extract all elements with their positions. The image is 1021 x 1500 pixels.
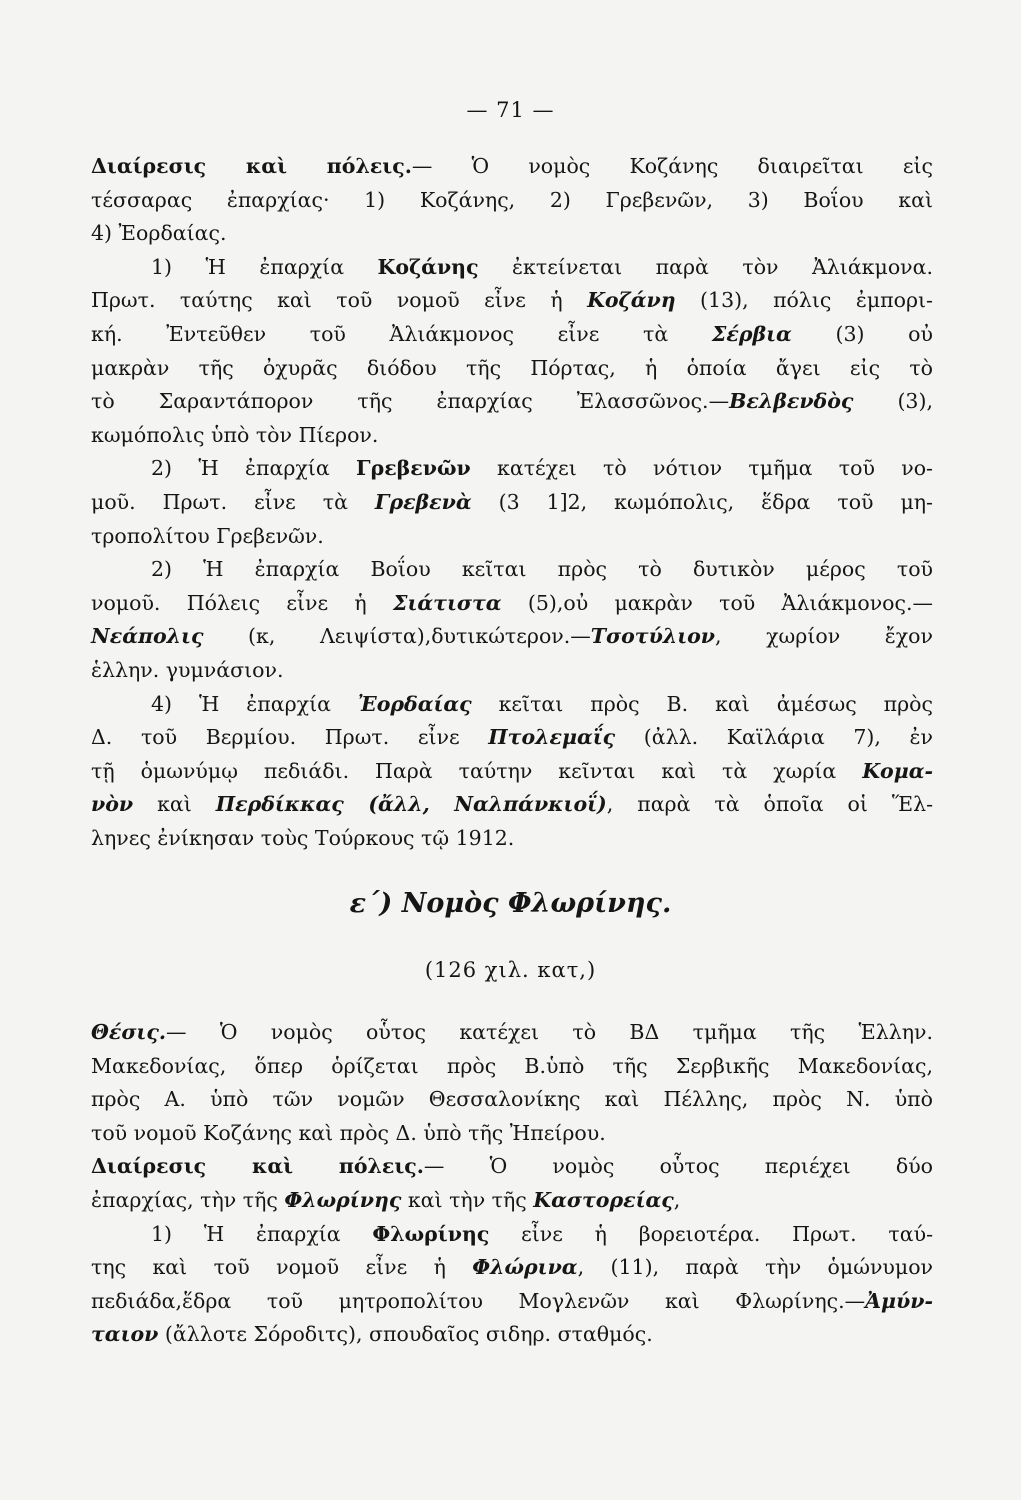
emphasized-text: Περδίκκας (ἄλλ, Ναλπάνκιοΐ) — [215, 792, 607, 817]
text-run: κωμόπολις ὑπὸ τὸν Πίερον. — [91, 422, 379, 447]
emphasized-text: ταιον — [91, 1322, 159, 1347]
text-run: καὶ τὴν τῆς — [401, 1187, 534, 1212]
emphasized-text: Καστορείας — [533, 1187, 674, 1212]
text-run: , — [673, 1187, 681, 1212]
paragraph-line — [91, 553, 933, 587]
text-run: (3 1]2, κωμόπολις, ἕδρα τοῦ μη- — [471, 489, 933, 514]
text-run: ληνες ἐνίκησαν τοὺς Τούρκους τῷ 1912. — [91, 825, 515, 850]
text-run: — Ὁ νομὸς Κοζάνης διαιρεῖται εἰς — [411, 154, 933, 178]
text-run: ἐκτείνεται παρὰ τὸν Ἀλιάκμονα. — [478, 254, 933, 279]
emphasized-text: Σέρβια — [711, 321, 792, 346]
paragraph-line — [91, 520, 933, 554]
paragraph-line — [91, 1251, 933, 1285]
text-run: τροπολίτου Γρεβενῶν. — [91, 523, 324, 548]
text-run: 1) Ἡ ἐπαρχία — [151, 254, 378, 279]
section-kozani-divisions — [91, 150, 933, 855]
paragraph-line — [91, 217, 933, 251]
paragraph-line — [91, 1150, 933, 1184]
paragraph-line — [91, 452, 933, 486]
section-heading-florina: ε΄) Νομὸς Φλωρίνης. — [349, 888, 672, 919]
text-run: της καὶ τοῦ νομοῦ εἶνε ἡ — [91, 1255, 473, 1280]
emphasized-text: Κομα- — [862, 758, 933, 783]
text-run: κεῖται πρὸς Β. καὶ ἀμέσως πρὸς — [471, 691, 933, 716]
emphasized-text: Γρεβενῶν — [356, 456, 471, 481]
paragraph-line — [91, 1285, 933, 1319]
text-run: (ἄλλοτε Σόροδιτς), σπουδαῖος σιδηρ. σταθμός. — [158, 1322, 653, 1347]
emphasized-text: Θέσις. — [91, 1020, 166, 1044]
paragraph-line — [91, 1218, 933, 1252]
text-run: τέσσαρας ἐπαρχίας· 1) Κοζάνης, 2) Γρεβενῶν, 3) Βοΐου καὶ — [91, 187, 933, 212]
text-run: καὶ — [133, 792, 216, 817]
emphasized-text: Διαίρεσις καὶ πόλεις. — [91, 154, 412, 178]
text-run: κή. Ἐντεῦθεν τοῦ Ἀλιάκμονος εἶνε τὰ — [91, 321, 712, 346]
paragraph-line — [91, 1184, 933, 1218]
text-run: — Ὁ νομὸς οὗτος κατέχει τὸ ΒΔ τμῆμα τῆς Ἑλλην. — [165, 1020, 933, 1044]
paragraph-line — [91, 1318, 933, 1352]
text-run: (ἀλλ. Καϊλάρια 7), ἐν — [615, 725, 933, 750]
paragraph-line — [91, 284, 933, 318]
text-run: εἶνε ἡ βορειοτέρα. Πρωτ. ταύ- — [489, 1221, 933, 1246]
section-florina-body — [91, 1016, 933, 1352]
paragraph-line — [91, 721, 933, 755]
paragraph-line — [91, 688, 933, 722]
text-run: 2) Ἡ ἐπαρχία — [151, 456, 357, 481]
paragraph-line — [91, 788, 933, 822]
text-run: 4) Ἡ ἐπαρχία — [151, 691, 358, 716]
text-run: , (11), παρὰ τὴν ὁμώνυμον — [577, 1255, 933, 1280]
paragraph-line — [91, 587, 933, 621]
paragraph-line — [91, 1016, 933, 1050]
emphasized-text: Φλωρίνης — [372, 1221, 490, 1246]
paragraph-line — [91, 419, 933, 453]
text-run: τὸ Σαραντάπορον τῆς ἐπαρχίας Ἐλασσῶνος.— — [91, 389, 730, 414]
paragraph-line — [91, 184, 933, 218]
paragraph-line — [91, 1083, 933, 1117]
emphasized-text: Ἀμύν- — [865, 1288, 933, 1313]
text-run: μοῦ. Πρωτ. εἶνε τὰ — [91, 489, 375, 514]
emphasized-text: Νεάπολις — [91, 624, 204, 649]
emphasized-text: Ἐορδαίας — [357, 691, 472, 716]
emphasized-text: Φλωρίνης — [284, 1187, 402, 1212]
emphasized-text: Κοζάνης — [377, 254, 479, 279]
emphasized-text: Διαίρεσις καὶ πόλεις. — [91, 1154, 424, 1179]
paragraph-line — [91, 620, 933, 654]
page-number: — 71 — — [466, 98, 555, 122]
paragraph-line — [91, 318, 933, 352]
paragraph-line — [91, 352, 933, 386]
text-run: Πρωτ. ταύτης καὶ τοῦ νομοῦ εἶνε ἡ — [91, 288, 588, 313]
text-run: 1) Ἡ ἐπαρχία — [151, 1221, 373, 1246]
paragraph-line — [91, 251, 933, 285]
text-run: πρὸς Α. ὑπὸ τῶν νομῶν Θεσσαλονίκης καὶ Πέλλης, πρὸς Ν. ὑπὸ — [91, 1087, 933, 1112]
emphasized-text: Πτολεμαΐς — [488, 725, 616, 750]
text-run: (13), πόλις ἐμπορι- — [675, 288, 933, 313]
text-run: μακρὰν τῆς ὀχυρᾶς διόδου τῆς Πόρτας, ἡ ὁποία ἄγει εἰς τὸ — [91, 355, 933, 380]
text-run: , παρὰ τὰ ὁποῖα οἱ Ἕλ- — [606, 792, 933, 817]
paragraph-line — [91, 755, 933, 789]
emphasized-text: Τσοτύλιον — [590, 624, 716, 649]
text-run: κατέχει τὸ νότιον τμῆμα τοῦ νο- — [470, 456, 933, 481]
text-run: ἑλλην. γυμνάσιον. — [91, 657, 284, 682]
emphasized-text: νὸν — [91, 792, 134, 817]
paragraph-line — [91, 385, 933, 419]
text-run: (3), — [853, 389, 933, 414]
text-run: τῇ ὁμωνύμῳ πεδιάδι. Παρὰ ταύτην κεῖνται καὶ τὰ χωρία — [91, 758, 863, 783]
paragraph-line — [91, 1117, 933, 1151]
emphasized-text: Γρεβενὰ — [374, 489, 472, 514]
text-run: Δ. τοῦ Βερμίου. Πρωτ. εἶνε — [91, 725, 489, 750]
text-run: (5),οὐ μακρὰν τοῦ Ἀλιάκμονος.— — [501, 590, 933, 615]
text-run: πεδιάδα,ἕδρα τοῦ μητροπολίτου Μογλενῶν καὶ Φλωρίνης.— — [91, 1288, 866, 1313]
section-subheading-area: (126 χιλ. κατ,) — [424, 958, 597, 982]
paragraph-line — [91, 486, 933, 520]
text-run: — Ὁ νομὸς οὗτος περιέχει δύο — [423, 1154, 933, 1179]
text-run: (κ, Λειψίστα),δυτικώτερον.— — [203, 624, 591, 649]
text-run: Μακεδονίας, ὅπερ ὁρίζεται πρὸς Β.ὑπὸ τῆς Σερβικῆς Μακεδονίας, — [91, 1053, 933, 1078]
emphasized-text: Φλώρινα — [472, 1255, 578, 1280]
text-run: 4) Ἐορδαίας. — [91, 221, 227, 246]
emphasized-text: Βελβενδὸς — [729, 389, 854, 414]
paragraph-line — [91, 822, 933, 856]
text-run: τοῦ νομοῦ Κοζάνης καὶ πρὸς Δ. ὑπὸ τῆς Ἠπείρου. — [91, 1120, 606, 1145]
text-run: (3) οὐ — [791, 321, 933, 346]
text-run: 2) Ἡ ἐπαρχία Βοΐου κεῖται πρὸς τὸ δυτικὸν μέρος τοῦ — [151, 557, 933, 582]
emphasized-text: Σιάτιστα — [392, 590, 502, 615]
paragraph-line — [91, 150, 933, 184]
text-run: ἐπαρχίας, τὴν τῆς — [91, 1187, 285, 1212]
text-run: , χωρίον ἔχον — [715, 624, 933, 649]
text-run: νομοῦ. Πόλεις εἶνε ἡ — [91, 590, 393, 615]
paragraph-line — [91, 654, 933, 688]
emphasized-text: Κοζάνη — [587, 288, 676, 313]
paragraph-line — [91, 1050, 933, 1084]
